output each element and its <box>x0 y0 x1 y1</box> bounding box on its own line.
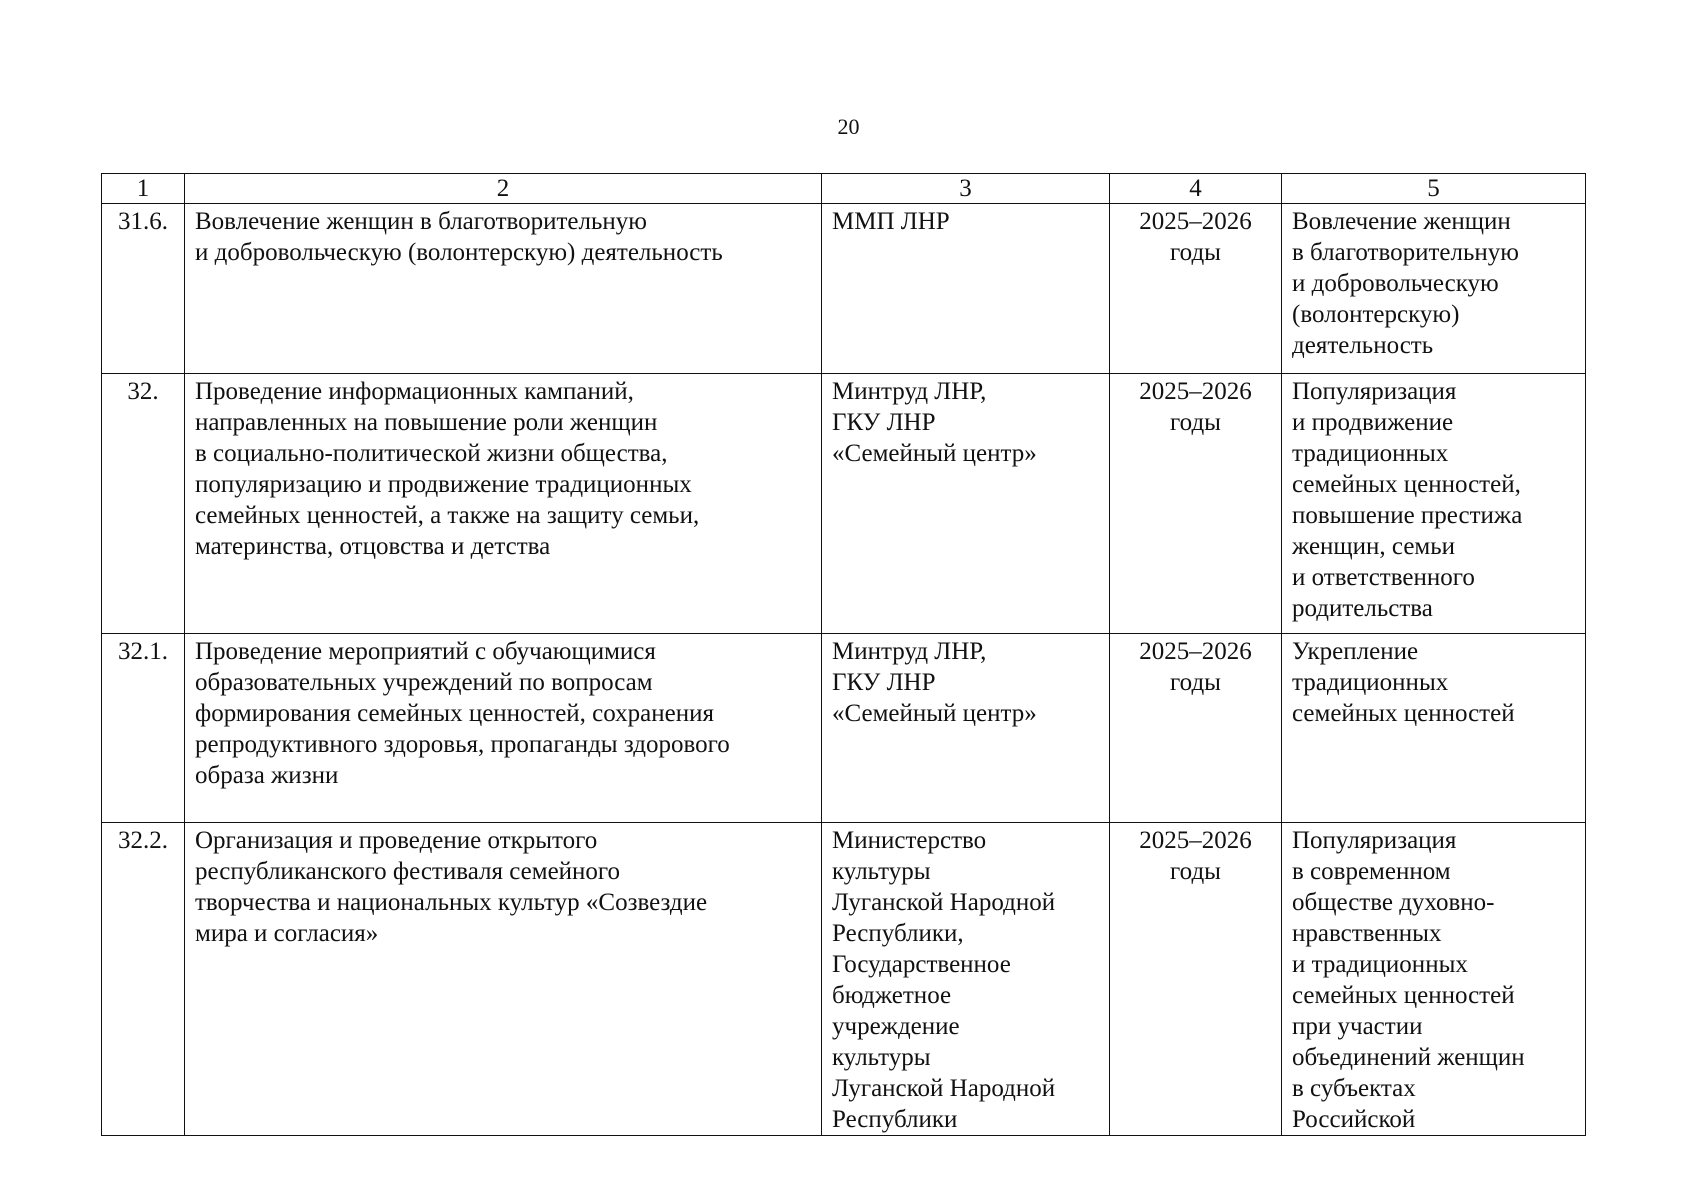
result-line: при участии <box>1292 1013 1423 1040</box>
result-line: (волонтерскую) <box>1292 301 1460 328</box>
result-cell <box>1282 823 1586 1136</box>
activity-line: Организация и проведение открытого <box>195 827 598 854</box>
result-line: деятельность <box>1292 332 1434 359</box>
item-number: 31.6. <box>102 204 185 374</box>
result-line: Популяризация <box>1292 378 1457 405</box>
period-line: 2025–2026 <box>1139 208 1252 235</box>
activity-cell <box>185 374 822 634</box>
result-line: в благотворительную <box>1292 239 1519 266</box>
item-number: 32.1. <box>102 634 185 823</box>
executor-line: ГКУ ЛНР <box>832 669 936 696</box>
activity-line: репродуктивного здоровья, пропаганды здорового <box>195 731 730 758</box>
period-line: годы <box>1170 858 1221 885</box>
activity-line: формирования семейных ценностей, сохранения <box>195 700 714 727</box>
executor-line: «Семейный центр» <box>832 700 1037 727</box>
period-cell <box>1110 204 1282 374</box>
table-row <box>102 823 1586 1136</box>
result-cell <box>1282 634 1586 823</box>
activity-line: образовательных учреждений по вопросам <box>195 669 653 696</box>
column-number-4: 4 <box>1110 174 1282 204</box>
executor-line: Минтруд ЛНР, <box>832 638 987 665</box>
period-line: годы <box>1170 239 1221 266</box>
executor-cell <box>822 823 1110 1136</box>
activity-line: и добровольческую (волонтерскую) деятельность <box>195 239 723 266</box>
executor-line: Луганской Народной <box>832 1075 1056 1102</box>
period-line: 2025–2026 <box>1139 827 1252 854</box>
activity-line: образа жизни <box>195 762 339 789</box>
activity-line: Проведение информационных кампаний, <box>195 378 634 405</box>
result-line: традиционных <box>1292 669 1449 696</box>
executor-line: ММП ЛНР <box>832 208 950 235</box>
activity-line: направленных на повышение роли женщин <box>195 409 658 436</box>
column-number-2: 2 <box>185 174 822 204</box>
result-line: семейных ценностей, <box>1292 471 1521 498</box>
activity-line: Вовлечение женщин в благотворительную <box>195 208 647 235</box>
column-number-3: 3 <box>822 174 1110 204</box>
result-line: Укрепление <box>1292 638 1419 665</box>
result-line: в современном <box>1292 858 1451 885</box>
result-line: родительства <box>1292 595 1433 622</box>
result-line: семейных ценностей <box>1292 982 1515 1009</box>
executor-line: Государственное <box>832 951 1011 978</box>
table-row <box>102 374 1586 634</box>
activity-cell <box>185 634 822 823</box>
result-cell <box>1282 374 1586 634</box>
result-line: обществе духовно- <box>1292 889 1495 916</box>
result-line: повышение престижа <box>1292 502 1523 529</box>
executor-line: учреждение <box>832 1013 960 1040</box>
period-line: годы <box>1170 669 1221 696</box>
executor-cell <box>822 634 1110 823</box>
result-line: женщин, семьи <box>1292 533 1456 560</box>
result-line: семейных ценностей <box>1292 700 1515 727</box>
activity-cell <box>185 823 822 1136</box>
result-line: Вовлечение женщин <box>1292 208 1511 235</box>
activity-line: в социально-политической жизни общества, <box>195 440 668 467</box>
activity-cell <box>185 204 822 374</box>
executor-line: «Семейный центр» <box>832 440 1037 467</box>
result-line: и продвижение <box>1292 409 1454 436</box>
activity-line: популяризацию и продвижение традиционных <box>195 471 692 498</box>
column-number-1: 1 <box>102 174 185 204</box>
executor-line: Луганской Народной <box>832 889 1056 916</box>
executor-line: ГКУ ЛНР <box>832 409 936 436</box>
result-line: в субъектах <box>1292 1075 1416 1102</box>
period-cell <box>1110 374 1282 634</box>
result-line: объединений женщин <box>1292 1044 1525 1071</box>
result-line: традиционных <box>1292 440 1449 467</box>
table-row <box>102 634 1586 823</box>
activity-line: Проведение мероприятий с обучающимися <box>195 638 656 665</box>
executor-line: Минтруд ЛНР, <box>832 378 987 405</box>
result-line: и традиционных <box>1292 951 1468 978</box>
page-number: 20 <box>837 114 860 139</box>
executor-line: бюджетное <box>832 982 952 1009</box>
period-line: 2025–2026 <box>1139 378 1252 405</box>
executor-cell <box>822 204 1110 374</box>
activity-line: творчества и национальных культур «Созвездие <box>195 889 708 916</box>
result-line: Популяризация <box>1292 827 1457 854</box>
period-line: 2025–2026 <box>1139 638 1252 665</box>
period-cell <box>1110 634 1282 823</box>
activity-line: мира и согласия» <box>195 920 379 947</box>
activities-table <box>101 173 1586 1136</box>
item-number: 32.2. <box>102 823 185 1136</box>
activity-line: республиканского фестиваля семейного <box>195 858 621 885</box>
executor-cell <box>822 374 1110 634</box>
executor-line: Министерство <box>832 827 987 854</box>
executor-line: Республики <box>832 1106 958 1133</box>
result-line: Российской <box>1292 1106 1416 1133</box>
column-numbers-row <box>102 174 1586 204</box>
column-number-5: 5 <box>1282 174 1586 204</box>
executor-line: Республики, <box>832 920 964 947</box>
period-line: годы <box>1170 409 1221 436</box>
result-line: и добровольческую <box>1292 270 1499 297</box>
result-line: и ответственного <box>1292 564 1475 591</box>
activity-line: семейных ценностей, а также на защиту семьи, <box>195 502 700 529</box>
result-cell <box>1282 204 1586 374</box>
period-cell <box>1110 823 1282 1136</box>
table-row <box>102 204 1586 374</box>
activity-line: материнства, отцовства и детства <box>195 533 551 560</box>
result-line: нравственных <box>1292 920 1442 947</box>
item-number: 32. <box>102 374 185 634</box>
executor-line: культуры <box>832 1044 931 1071</box>
executor-line: культуры <box>832 858 931 885</box>
